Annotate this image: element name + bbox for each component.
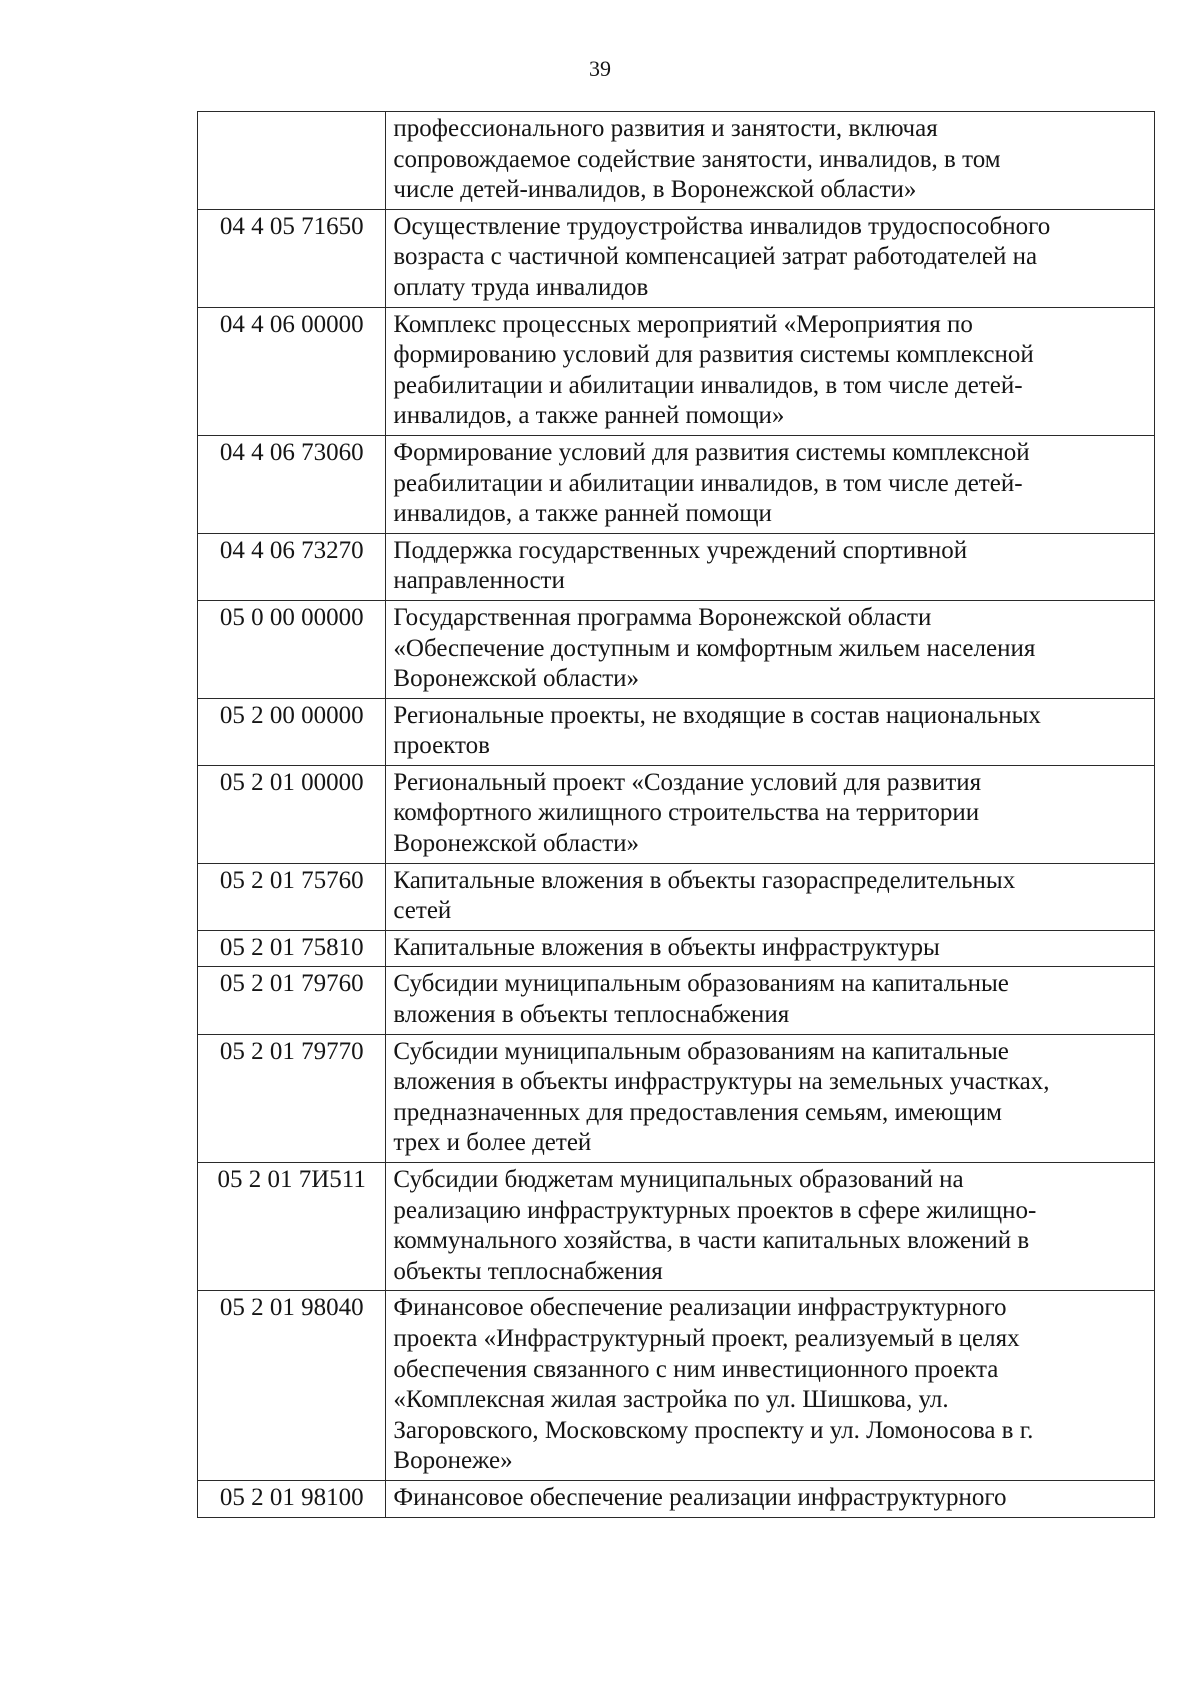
- description-cell: [386, 1291, 1155, 1481]
- description-line: объекты теплоснабжения: [393, 1257, 663, 1285]
- description-line: Региональные проекты, не входящие в состав национальных: [393, 701, 1041, 729]
- description-line: комфортного жилищного строительства на территории: [393, 799, 980, 827]
- description-line: Финансовое обеспечение реализации инфраструктурного: [393, 1483, 1007, 1511]
- classification-code-cell: 04 4 06 00000: [198, 307, 386, 435]
- description-cell: [386, 112, 1155, 210]
- description-line: трех и более детей: [393, 1129, 592, 1157]
- description-line: проекта «Инфраструктурный проект, реализуемый в целях: [393, 1324, 1020, 1352]
- table-row: [198, 600, 1155, 698]
- description-line: «Обеспечение доступным и комфортным жильем населения: [393, 634, 1036, 662]
- description-cell: [386, 698, 1155, 765]
- page-number: 39: [589, 56, 611, 81]
- table-row: [198, 112, 1155, 210]
- description-line: сетей: [393, 897, 452, 925]
- description-line: проектов: [393, 732, 490, 760]
- classification-code-cell: 05 0 00 00000: [198, 600, 386, 698]
- description-line: реабилитации и абилитации инвалидов, в том числе детей-: [393, 469, 1023, 497]
- description-line: Воронежской области»: [393, 830, 640, 858]
- description-line: Государственная программа Воронежской области: [393, 603, 932, 631]
- description-line: инвалидов, а также ранней помощи: [393, 500, 772, 528]
- classification-code-cell: [198, 112, 386, 210]
- description-cell: [386, 435, 1155, 533]
- description-line: «Комплексная жилая застройка по ул. Шишкова, ул.: [393, 1386, 949, 1414]
- description-cell: [386, 1163, 1155, 1291]
- table-row: [198, 307, 1155, 435]
- description-cell: [386, 765, 1155, 863]
- description-line: Субсидии бюджетам муниципальных образований на: [393, 1166, 964, 1193]
- table-row: [198, 1163, 1155, 1291]
- budget-code-table: [197, 111, 1155, 1518]
- classification-code-cell: 05 2 01 79760: [198, 967, 386, 1034]
- table-row: [198, 209, 1155, 307]
- description-line: Воронежской области»: [393, 665, 640, 693]
- table-row: [198, 765, 1155, 863]
- table-row: [198, 533, 1155, 600]
- description-line: коммунального хозяйства, в части капитальных вложений в: [393, 1227, 1030, 1255]
- description-line: Осуществление трудоустройства инвалидов трудоспособного: [393, 212, 1051, 240]
- description-line: реализацию инфраструктурных проектов в сфере жилищно-: [393, 1196, 1037, 1224]
- description-cell: [386, 930, 1155, 967]
- description-line: вложения в объекты инфраструктуры на земельных участках,: [393, 1068, 1050, 1096]
- description-line: Капитальные вложения в объекты инфраструктуры: [393, 933, 940, 961]
- description-line: Воронеже»: [393, 1447, 513, 1475]
- description-line: реабилитации и абилитации инвалидов, в том числе детей-: [393, 371, 1023, 399]
- table-row: [198, 698, 1155, 765]
- description-line: вложения в объекты теплоснабжения: [393, 1001, 790, 1029]
- description-line: Субсидии муниципальным образованиям на капитальные: [393, 970, 1009, 998]
- table-row: [198, 863, 1155, 930]
- classification-code-cell: 05 2 01 75810: [198, 930, 386, 967]
- classification-code-cell: 05 2 00 00000: [198, 698, 386, 765]
- description-line: Региональный проект «Создание условий для развития: [393, 768, 982, 796]
- classification-code-cell: 05 2 01 98100: [198, 1480, 386, 1517]
- classification-code-cell: 04 4 06 73270: [198, 533, 386, 600]
- table-row: [198, 930, 1155, 967]
- description-line: направленности: [393, 567, 565, 595]
- description-cell: [386, 863, 1155, 930]
- description-cell: [386, 600, 1155, 698]
- description-line: профессионального развития и занятости, включая: [393, 115, 938, 142]
- classification-code-cell: 04 4 06 73060: [198, 435, 386, 533]
- description-line: возраста с частичной компенсацией затрат работодателей на: [393, 243, 1038, 271]
- description-line: Комплекс процессных мероприятий «Мероприятия по: [393, 310, 973, 338]
- description-line: Финансовое обеспечение реализации инфраструктурного: [393, 1294, 1007, 1322]
- description-cell: [386, 1480, 1155, 1517]
- description-cell: [386, 209, 1155, 307]
- classification-code-cell: 05 2 01 75760: [198, 863, 386, 930]
- classification-code-cell: 05 2 01 79770: [198, 1034, 386, 1162]
- description-cell: [386, 1034, 1155, 1162]
- description-line: инвалидов, а также ранней помощи»: [393, 402, 785, 430]
- table-row: [198, 967, 1155, 1034]
- table-row: [198, 1480, 1155, 1517]
- description-cell: [386, 307, 1155, 435]
- description-line: предназначенных для предоставления семьям, имеющим: [393, 1098, 1002, 1126]
- table-row: [198, 435, 1155, 533]
- description-line: Загоровского, Московскому проспекту и ул. Ломоносова в г.: [393, 1416, 1034, 1444]
- classification-code-cell: 05 2 01 98040: [198, 1291, 386, 1481]
- description-cell: [386, 533, 1155, 600]
- table-row: [198, 1291, 1155, 1481]
- classification-code-cell: 05 2 01 7И511: [198, 1163, 386, 1291]
- classification-code-cell: 04 4 05 71650: [198, 209, 386, 307]
- table-row: [198, 1034, 1155, 1162]
- description-line: формированию условий для развития системы комплексной: [393, 341, 1034, 369]
- description-line: Капитальные вложения в объекты газораспределительных: [393, 866, 1016, 894]
- description-line: оплату труда инвалидов: [393, 273, 649, 301]
- classification-code-cell: 05 2 01 00000: [198, 765, 386, 863]
- description-line: обеспечения связанного с ним инвестиционного проекта: [393, 1355, 999, 1383]
- description-line: Субсидии муниципальным образованиям на капитальные: [393, 1037, 1009, 1065]
- description-line: сопровождаемое содействие занятости, инвалидов, в том: [393, 145, 1001, 173]
- description-cell: [386, 967, 1155, 1034]
- description-line: Формирование условий для развития системы комплексной: [393, 438, 1030, 466]
- description-line: Поддержка государственных учреждений спортивной: [393, 536, 968, 564]
- table-body: [198, 112, 1155, 1518]
- description-line: числе детей-инвалидов, в Воронежской области»: [393, 176, 917, 204]
